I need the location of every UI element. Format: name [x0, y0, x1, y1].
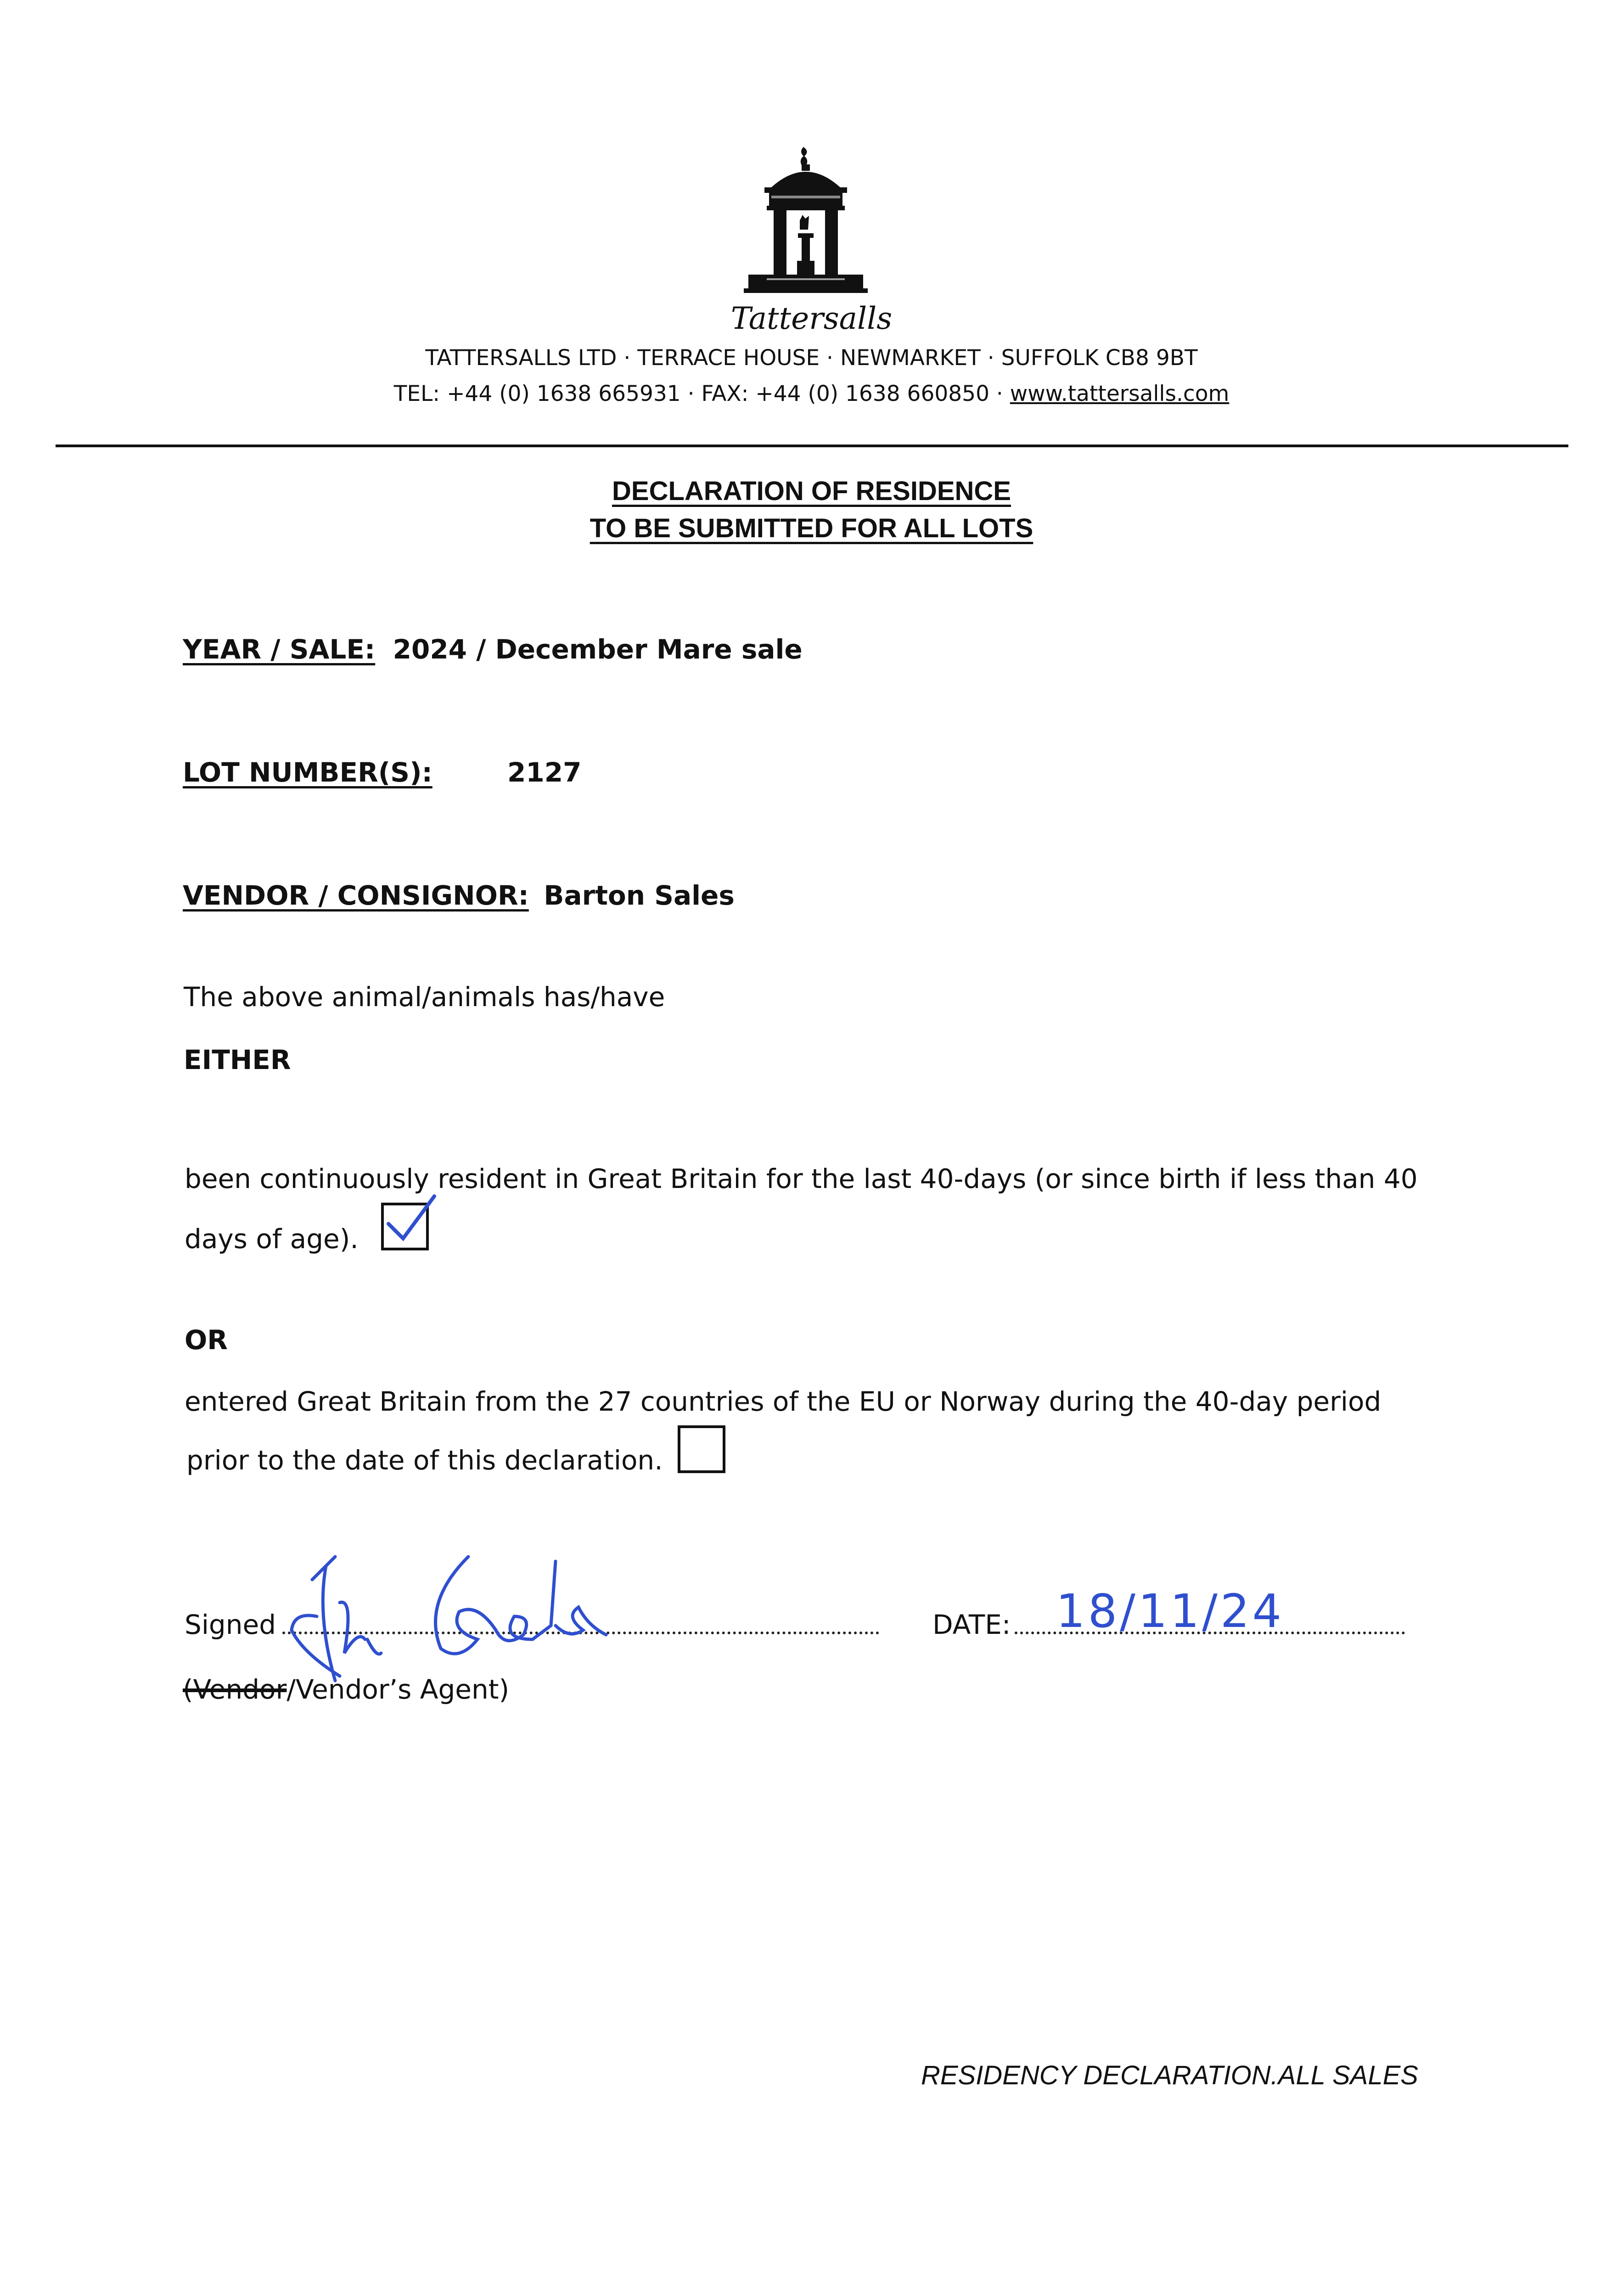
vendor-label: VENDOR / CONSIGNOR:	[183, 880, 529, 911]
company-contact	[0, 383, 1623, 405]
or-label: OR	[185, 1324, 228, 1356]
date-value: 18/11/24	[1056, 1584, 1285, 1638]
lot-label: LOT NUMBER(S):	[183, 757, 432, 788]
option1-text-line1: been continuously resident in Great Britain for the last 40-days (or since birth if less than 40	[185, 1163, 1418, 1194]
signatory-role	[183, 1676, 509, 1703]
tattersalls-logo-icon	[739, 147, 872, 298]
year-sale-row	[183, 636, 803, 663]
page-title: DECLARATION OF RESIDENCE	[612, 476, 1011, 506]
handwritten-signature	[285, 1548, 652, 1685]
either-label: EITHER	[184, 1044, 291, 1075]
role-vendors-agent: /Vendor’s Agent)	[286, 1674, 510, 1705]
year-sale-label: YEAR / SALE:	[183, 634, 376, 665]
statement-intro: The above animal/animals has/have	[184, 981, 665, 1013]
header-divider	[56, 445, 1568, 447]
page-subtitle: TO BE SUBMITTED FOR ALL LOTS	[590, 513, 1033, 543]
option2-checkbox[interactable]	[678, 1425, 725, 1473]
option2-text-line1: entered Great Britain from the 27 countries of the EU or Norway during the 40-day period	[185, 1386, 1382, 1417]
option2-text-line2: prior to the date of this declaration.	[186, 1445, 663, 1476]
year-sale-value: 2024 / December Mare sale	[393, 634, 803, 665]
lot-value: 2127	[507, 757, 582, 788]
signed-label: Signed	[185, 1609, 276, 1640]
footer-form-name: RESIDENCY DECLARATION.ALL SALES	[921, 2060, 1418, 2090]
date-label: DATE:	[932, 1609, 1011, 1640]
contact-phone-fax: TEL: +44 (0) 1638 665931 · FAX: +44 (0) 1638 660850 ·	[393, 381, 1010, 406]
option1-checkbox[interactable]	[381, 1203, 429, 1250]
vendor-value: Barton Sales	[544, 880, 735, 911]
company-address: TATTERSALLS LTD · TERRACE HOUSE · NEWMARKET · SUFFOLK CB8 9BT	[425, 345, 1198, 371]
checkmark-icon	[379, 1187, 444, 1251]
role-vendor-struck: (Vendor	[183, 1674, 287, 1705]
option1-text-line2: days of age).	[185, 1223, 359, 1255]
website-link[interactable]: www.tattersalls.com	[1010, 381, 1230, 406]
vendor-row	[183, 882, 735, 909]
brand-name: Tattersalls	[730, 301, 893, 336]
